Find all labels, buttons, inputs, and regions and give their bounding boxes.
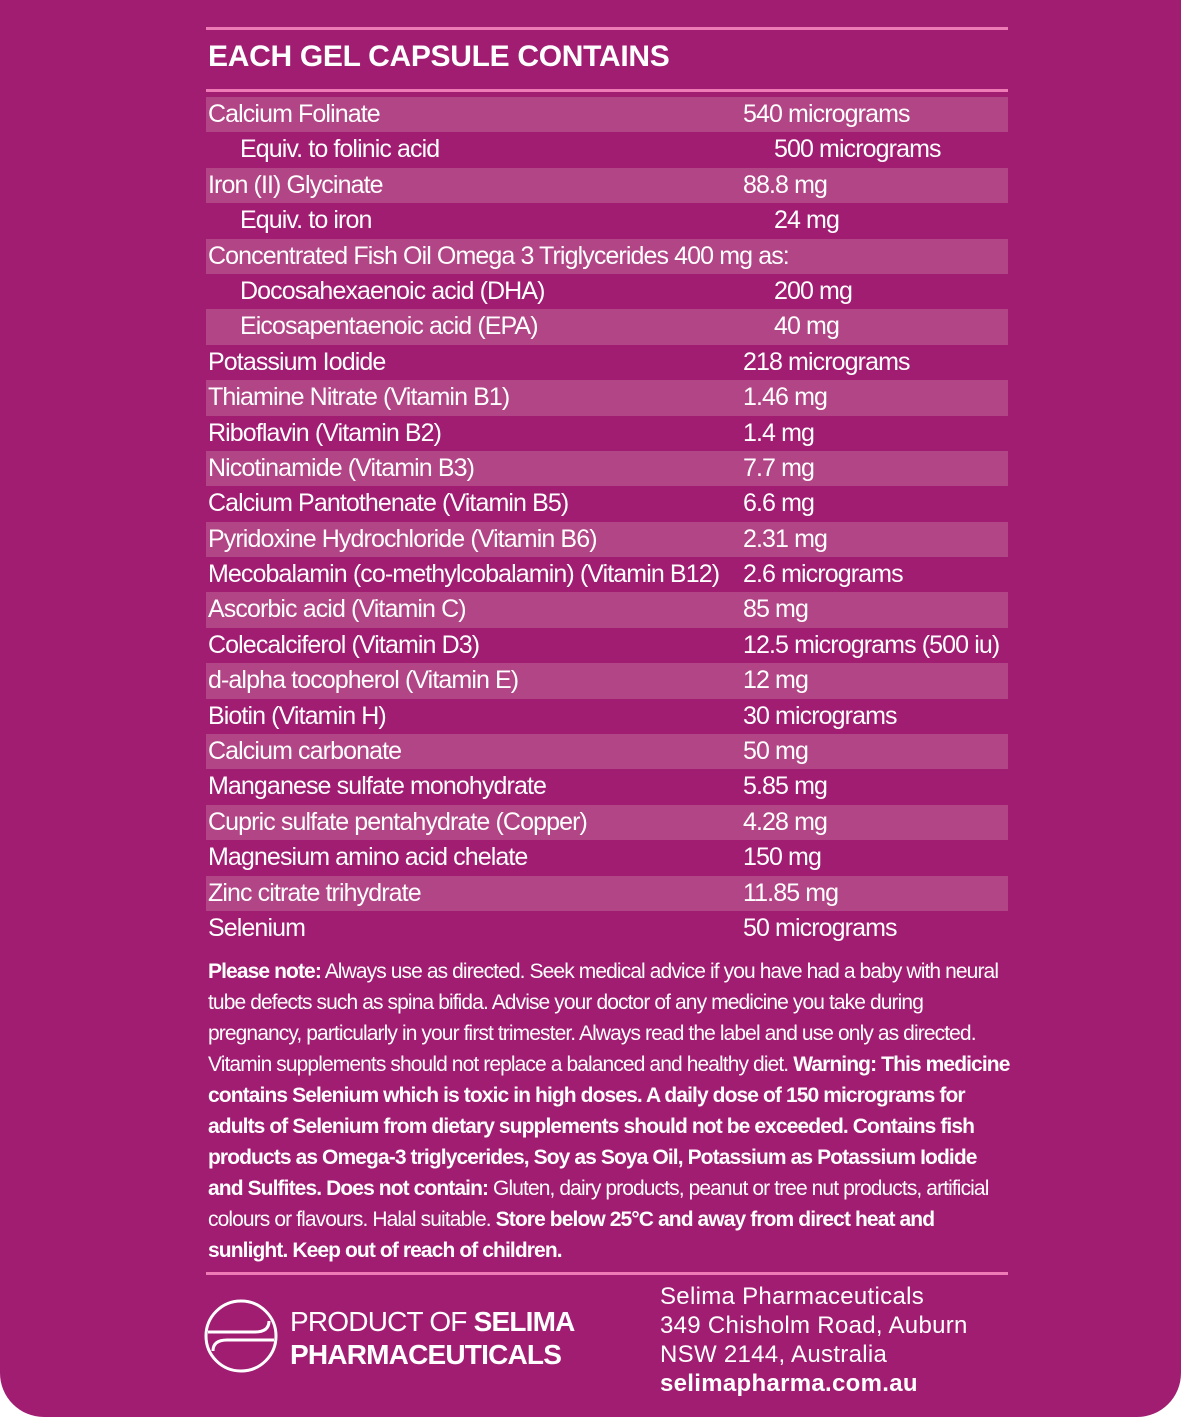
ingredient-name: Calcium Folinate — [208, 100, 380, 128]
ingredient-amount: 500 micrograms — [774, 135, 941, 164]
ingredient-amount: 540 micrograms — [743, 100, 910, 128]
ingredient-row — [206, 911, 1008, 946]
title-divider — [206, 89, 1008, 92]
ingredient-row — [206, 876, 1008, 911]
ingredient-name: Iron (II) Glycinate — [208, 170, 383, 199]
address-company: Selima Pharmaceuticals — [660, 1283, 925, 1310]
ingredient-amount: 7.7 mg — [743, 453, 815, 482]
ingredient-name: Biotin (Vitamin H) — [208, 701, 386, 730]
ingredient-amount: 50 mg — [743, 737, 808, 766]
product-of-company: PHARMACEUTICALS — [290, 1339, 562, 1370]
ingredient-amount: 40 mg — [774, 312, 839, 341]
bottom-divider — [206, 1272, 1008, 1275]
please-note-text: Always use as directed. Seek medical advice if you have had a baby with neural tube defects such as spina bifida. Advise your doctor of any medicine you take during pregnancy, particularly in your first trimester. Always read the label and use only as directed. Vitamin supplements should not replace a balanced and healthy diet. — [208, 960, 999, 1076]
ingredient-amount: 5.85 mg — [743, 772, 828, 801]
ingredient-name: Calcium Pantothenate (Vitamin B5) — [208, 489, 569, 518]
ingredient-amount: 200 mg — [774, 276, 852, 305]
does-not-contain-text: Gluten, dairy products, peanut or tree nut products, artificial colours or flavours. Halal suitable. — [208, 1177, 989, 1231]
warning-text: This medicine contains Selenium which is toxic in high doses. A daily dose of 150 micrograms for adults of Selenium from dietary supplements should not be exceeded. Contains fish products as Omega-3 triglycerides, Soy as Soya Oil, Potassium as Potassium Iodide and Sulfites. — [208, 1053, 1010, 1200]
ingredient-name: Equiv. to iron — [240, 206, 372, 235]
ingredient-name: Zinc citrate trihydrate — [208, 878, 421, 907]
ingredient-name: Concentrated Fish Oil Omega 3 Triglycerides 400 mg as: — [208, 241, 789, 270]
storage-text: Store below 25°C and away from direct heat and sunlight. Keep out of reach of children. — [208, 1208, 935, 1262]
selima-logo-icon — [203, 1298, 279, 1374]
warning-label: Warning: — [793, 1053, 877, 1076]
ingredient-name: Cupric sulfate pentahydrate (Copper) — [208, 807, 587, 836]
ingredient-row — [206, 168, 1008, 203]
ingredient-name: Potassium Iodide — [208, 347, 386, 376]
ingredient-name: Manganese sulfate monohydrate — [208, 772, 547, 801]
ingredient-name: Eicosapentaenoic acid (EPA) — [240, 312, 538, 341]
ingredient-row — [206, 522, 1008, 557]
ingredient-amount: 1.4 mg — [743, 418, 815, 447]
ingredient-row — [206, 628, 1008, 663]
ingredient-amount: 12 mg — [743, 666, 808, 695]
ingredient-amount: 85 mg — [743, 595, 808, 624]
ingredient-amount: 2.6 micrograms — [743, 560, 903, 589]
ingredient-row — [206, 132, 1008, 167]
ingredient-name: Pyridoxine Hydrochloride (Vitamin B6) — [208, 524, 597, 553]
ingredient-amount: 218 micrograms — [743, 347, 910, 376]
ingredient-amount: 6.6 mg — [743, 489, 815, 518]
ingredient-name: Thiamine Nitrate (Vitamin B1) — [208, 383, 510, 412]
ingredient-name: Magnesium amino acid chelate — [208, 843, 528, 872]
address-block — [660, 1282, 968, 1398]
ingredient-amount: 150 mg — [743, 843, 821, 872]
ingredient-row — [206, 734, 1008, 769]
address-city: NSW 2144, Australia — [660, 1341, 888, 1368]
website-link[interactable]: selimapharma.com.au — [660, 1370, 918, 1397]
product-of-brand: SELIMA — [473, 1306, 575, 1337]
ingredient-name: Selenium — [208, 913, 306, 942]
ingredient-row — [206, 239, 1008, 274]
does-not-contain-label: Does not contain: — [321, 1177, 489, 1200]
ingredient-name: Equiv. to folinic acid — [240, 135, 440, 164]
ingredient-amount: 2.31 mg — [743, 524, 828, 553]
ingredient-name: Riboflavin (Vitamin B2) — [208, 418, 442, 447]
ingredient-amount: 30 micrograms — [743, 701, 897, 730]
address-street: 349 Chisholm Road, Auburn — [660, 1312, 968, 1339]
ingredient-amount: 50 micrograms — [743, 913, 897, 942]
ingredient-name: Colecalciferol (Vitamin D3) — [208, 630, 480, 659]
product-of-text — [290, 1305, 575, 1371]
notes-block — [208, 956, 1010, 1266]
ingredient-name: Mecobalamin (co-methylcobalamin) (Vitamin B12) — [208, 560, 720, 589]
ingredient-row — [206, 805, 1008, 840]
product-of-prefix: PRODUCT OF — [290, 1306, 474, 1337]
ingredient-amount: 88.8 mg — [743, 170, 828, 199]
ingredient-row — [206, 699, 1008, 734]
ingredient-name: Calcium carbonate — [208, 737, 402, 766]
top-divider — [206, 27, 1008, 30]
ingredient-row — [206, 663, 1008, 698]
ingredient-row — [206, 840, 1008, 875]
ingredient-amount: 1.46 mg — [743, 383, 828, 412]
ingredient-row — [206, 592, 1008, 627]
ingredient-name: Ascorbic acid (Vitamin C) — [208, 595, 466, 624]
ingredient-amount: 12.5 micrograms (500 iu) — [743, 630, 1000, 659]
ingredient-amount: 24 mg — [774, 206, 839, 235]
ingredients-table — [206, 97, 1008, 946]
ingredient-row — [206, 416, 1008, 451]
please-note-label: Please note: — [208, 960, 321, 983]
ingredient-row — [206, 380, 1008, 415]
ingredient-row — [206, 309, 1008, 344]
ingredient-row — [206, 451, 1008, 486]
section-title: EACH GEL CAPSULE CONTAINS — [208, 40, 670, 73]
ingredient-name: Docosahexaenoic acid (DHA) — [240, 276, 545, 305]
ingredient-row — [206, 97, 1008, 132]
ingredient-amount: 11.85 mg — [743, 878, 839, 907]
ingredient-amount: 4.28 mg — [743, 807, 828, 836]
ingredient-row — [206, 486, 1008, 521]
ingredient-row — [206, 203, 1008, 238]
ingredient-name: Nicotinamide (Vitamin B3) — [208, 453, 475, 482]
ingredient-row — [206, 769, 1008, 804]
ingredient-name: d-alpha tocopherol (Vitamin E) — [208, 666, 519, 695]
ingredient-row — [206, 274, 1008, 309]
ingredient-row — [206, 557, 1008, 592]
ingredient-row — [206, 345, 1008, 380]
